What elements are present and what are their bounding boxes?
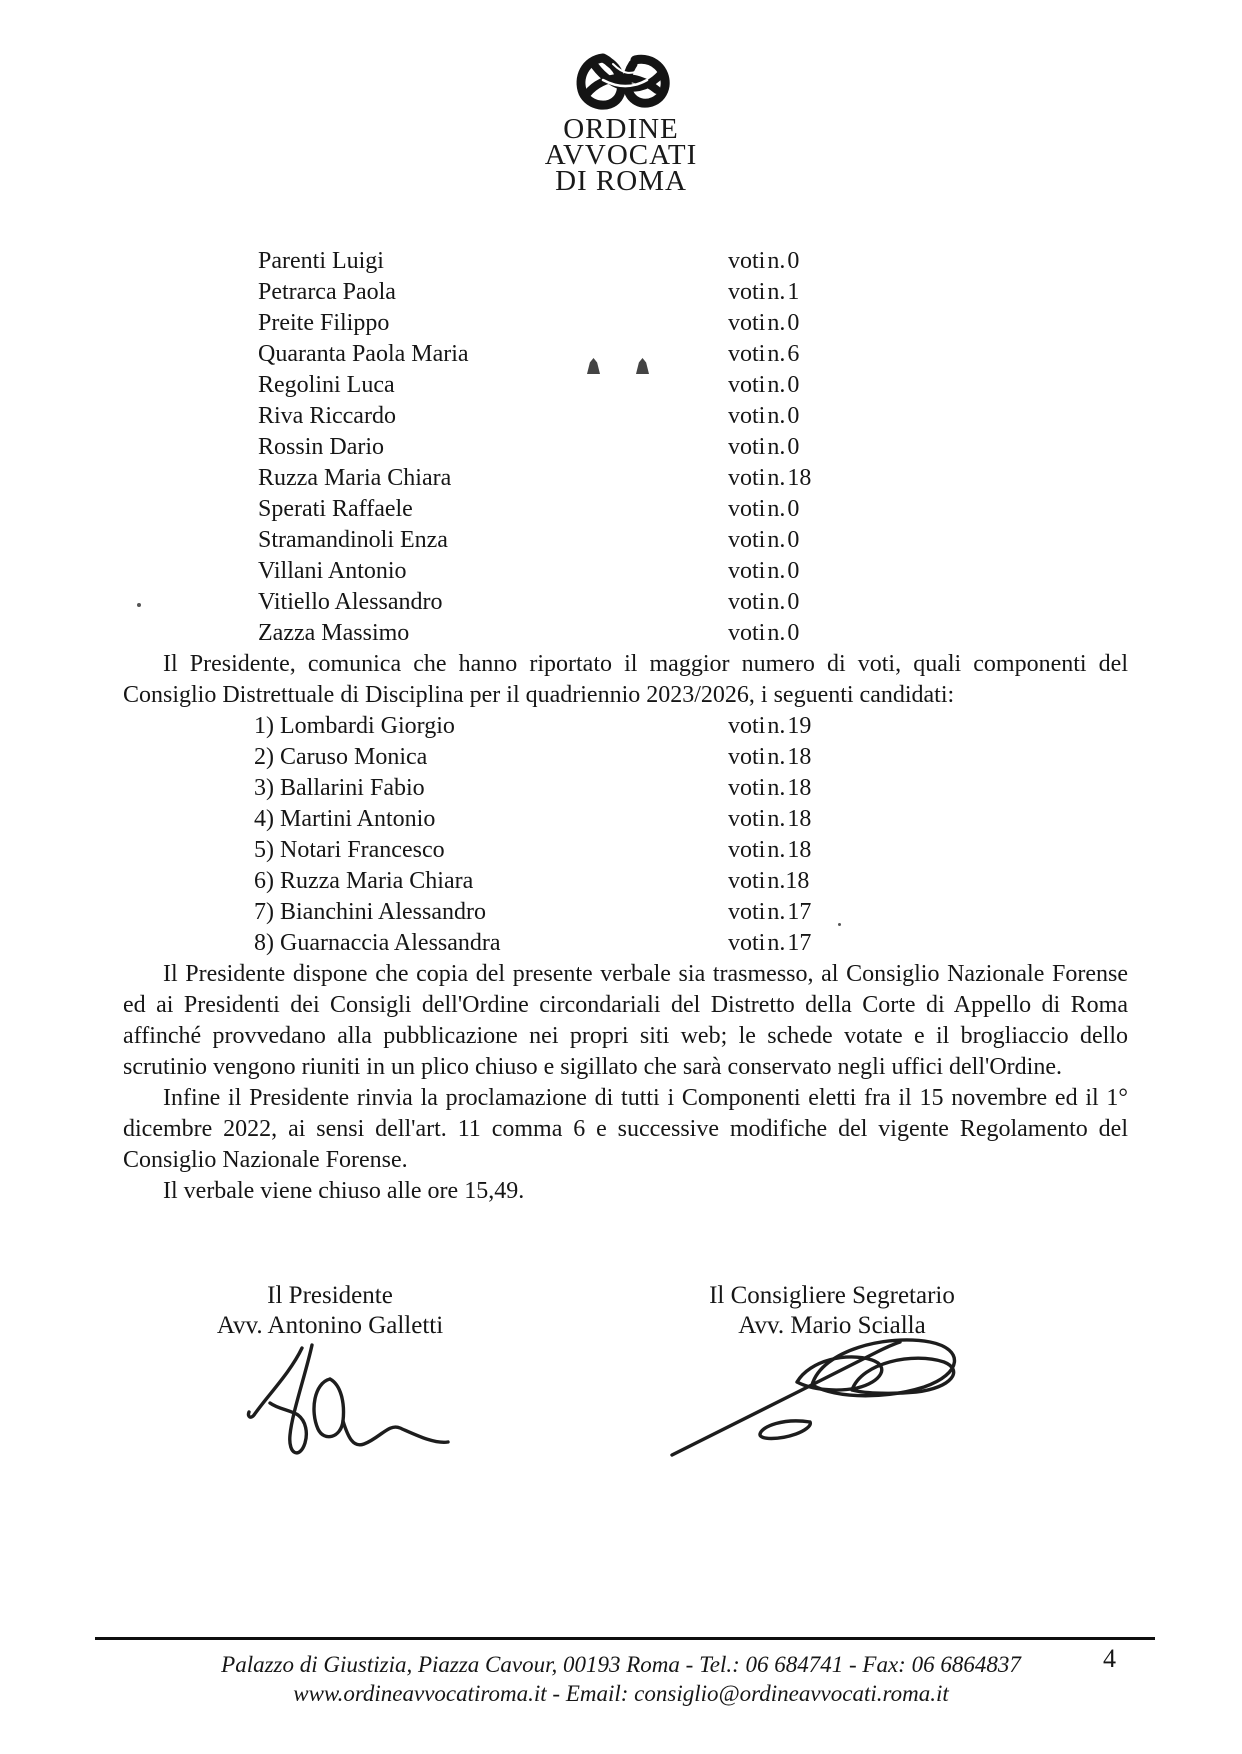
vote-row [258,432,1128,463]
president-signature-block [180,1281,480,1341]
candidate-name: Zazza Massimo [258,620,410,646]
vote-row [254,804,1128,835]
secretary-signature-image [662,1330,970,1462]
vote-row [254,742,1128,773]
candidate-votes: voti n. 18 [728,837,812,863]
organization-logo [0,50,1242,218]
vote-row [258,370,1128,401]
candidate-name: Petrarca Paola [258,279,396,305]
elected-candidate-label: 8) Guarnaccia Alessandra [254,930,501,956]
candidate-name: Preite Filippo [258,310,390,336]
candidate-votes: voti n. 0 [728,558,800,584]
candidate-votes: voti n. 0 [728,248,800,274]
candidate-name: Rossin Dario [258,434,384,460]
vote-row [254,897,1128,928]
vote-row [258,494,1128,525]
candidate-votes: voti n. 19 [728,713,812,739]
vote-row [254,866,1128,897]
candidate-name: Villani Antonio [258,558,407,584]
scan-speckle [137,603,141,607]
vote-row [258,246,1128,277]
vote-row [258,463,1128,494]
document-body [123,246,1128,1207]
proclamation-paragraph: Infine il Presidente rinvia la proclamazione di tutti i Componenti eletti fra il 15 novembre ed il 1° dicembre 2022, ai sensi dell'art. 11 comma 6 e successive modifiche del vigente Regolamento del Consiglio Nazionale Forense. [123,1085,1128,1173]
president-name-label: Avv. Antonino Galletti [216,1312,444,1339]
vote-row [254,928,1128,959]
footer-address-line: Palazzo di Giustizia, Piazza Cavour, 00193 Roma - Tel.: 06 684741 - Fax: 06 6864837 [221,1652,1021,1677]
results-intro-paragraph: Il Presidente, comunica che hanno riportato il maggior numero di voti, quali componenti del Consiglio Distrettuale di Disciplina per il quadriennio 2023/2026, i seguenti candidati: [123,651,1128,708]
vote-row [258,339,1128,370]
secretary-name-label: Avv. Mario Scialla [738,1312,926,1339]
president-signature-image [240,1343,455,1468]
candidate-votes: voti n. 0 [728,620,800,646]
vote-row [258,308,1128,339]
candidate-votes: voti n. 17 [728,899,812,925]
candidate-votes: voti n. 0 [728,589,800,615]
candidate-name: Quaranta Paola Maria [258,341,469,367]
candidate-votes: voti n. 18 [728,465,812,491]
vote-row [258,525,1128,556]
logo-text-line3: DI ROMA [555,165,687,197]
elected-candidate-label: 1) Lombardi Giorgio [254,713,455,739]
elected-candidate-label: 7) Bianchini Alessandro [254,899,486,925]
transmission-paragraph: Il Presidente dispone che copia del presente verbale sia trasmesso, al Consiglio Nazionale Forense ed ai Presidenti dei Consigli dell'Ordine circondariali del Distretto della Corte di Appello di Roma affinché provvedano alla pubblicazione nei propri siti web; le schede votate e il brogliaccio dello scrutinio vengono riuniti in un plico chiuso e sigillato che sarà conservato negli uffici dell'Ordine. [123,961,1128,1080]
candidate-votes: voti n. 17 [728,930,812,956]
vote-row [254,835,1128,866]
single-candidates-vote-list [258,246,1128,649]
secretary-role-label: Il Consigliere Segretario [709,1282,955,1309]
vote-row [258,556,1128,587]
vote-row [258,618,1128,649]
vote-row [258,401,1128,432]
candidate-votes: voti n. 0 [728,372,800,398]
elected-candidates-vote-list [254,711,1128,959]
candidate-votes: voti n. 18 [728,806,812,832]
elected-candidate-label: 2) Caruso Monica [254,744,428,770]
candidate-name: Regolini Luca [258,372,395,398]
candidate-votes: voti n. 0 [728,310,800,336]
elected-candidate-label: 6) Ruzza Maria Chiara [254,868,474,894]
footer [0,1650,1242,1708]
footer-divider [95,1637,1155,1640]
president-role-label: Il Presidente [267,1282,393,1309]
vote-row [254,773,1128,804]
candidate-name: Stramandinoli Enza [258,527,448,553]
logo-text-line1: ORDINE [563,113,679,145]
elected-candidate-label: 5) Notari Francesco [254,837,445,863]
candidate-name: Riva Riccardo [258,403,396,429]
closing-line: Il verbale viene chiuso alle ore 15,49. [163,1178,525,1204]
vote-row [254,711,1128,742]
candidate-votes: voti n.18 [728,868,810,894]
candidate-name: Vitiello Alessandro [258,589,443,615]
candidate-votes: voti n. 0 [728,527,800,553]
elected-candidate-label: 3) Ballarini Fabio [254,775,425,801]
candidate-votes: voti n. 0 [728,496,800,522]
candidate-name: Ruzza Maria Chiara [258,465,452,491]
candidate-name: Parenti Luigi [258,248,384,274]
page-number: 4 [1103,1644,1116,1673]
knot-emblem-icon [573,50,670,116]
vote-row [258,587,1128,618]
candidate-votes: voti n. 1 [728,279,800,305]
candidate-name: Sperati Raffaele [258,496,413,522]
candidate-votes: voti n. 18 [728,744,812,770]
candidate-votes: voti n. 0 [728,403,800,429]
footer-web-line: www.ordineavvocatiroma.it - Email: consiglio@ordineavvocati.roma.it [293,1681,949,1706]
scan-speckle [838,923,841,926]
candidate-votes: voti n. 18 [728,775,812,801]
candidate-votes: voti n. 6 [728,341,800,367]
elected-candidate-label: 4) Martini Antonio [254,806,436,832]
candidate-votes: voti n. 0 [728,434,800,460]
vote-row [258,277,1128,308]
logo-text-line2: AVVOCATI [544,139,698,171]
